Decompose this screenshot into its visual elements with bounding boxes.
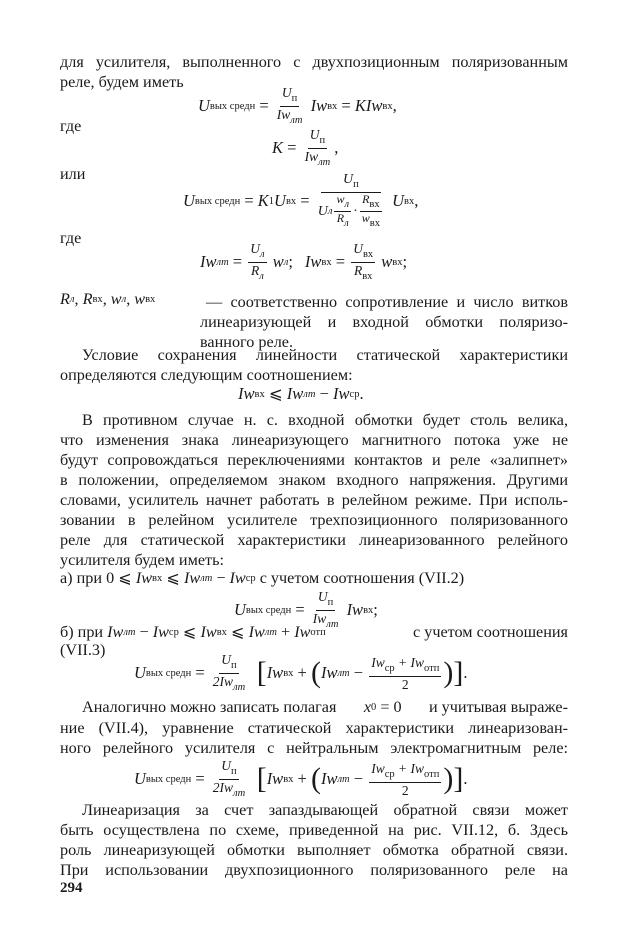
- equation-6: U вых средн = $\frac{U_п}{Iw_{лт}}$ Iw вх ;: [234, 588, 378, 630]
- text-line: (VII.3): [60, 641, 106, 659]
- text-line: или: [60, 165, 86, 183]
- text-line: будут сопровождаться переключениями контактов и реле «залипнет»: [60, 451, 568, 469]
- text-line: ного релейного усилителя с нейтральным электромагнитным реле:: [60, 739, 568, 757]
- text-line: где: [60, 117, 82, 135]
- defs-symbols: R л , R вх , w л , w вх: [60, 290, 156, 308]
- text-line: — соответственно сопротивление и число витков: [206, 293, 568, 311]
- text-line: линеаризующей и входной обмотки поляризо-: [200, 313, 568, 331]
- equation-7: U вых средн = $\frac{U_п}{2Iw_{лт}}$ [ Iw вх + ( Iw лт − $\frac{Iw_{ср} + Iw_{отп}}{2}$ ) ] .: [134, 651, 468, 693]
- text-line: зовании в релейном усилителе трехпозиционного поляризованного: [60, 511, 568, 529]
- text-line: что изменения знака линеаризующего магнитного потока уже не: [60, 431, 568, 449]
- text-line: Линеаризация за счет запаздывающей обратной связи может: [82, 801, 568, 819]
- equation-1: U вых средн = $\frac{U_п}{Iw_{лт}}$ Iw вх = KIw вх ,: [198, 84, 397, 126]
- equation-5: Iw вх ⩽ Iw лт − Iw ср .: [238, 384, 364, 403]
- text-line: роль линеаризующей обмотки выполняет обмотка обратной связи.: [60, 841, 568, 859]
- equation-3: U вых средн = K 1 U вх = $U_п$ U л $\frac{wл}{Rл}$ · $\frac{\text{Rвх}}{\text{wвх}}$ U вх ,: [183, 172, 419, 229]
- text-line: В противном случае н. с. входной обмотки будет столь велика,: [82, 411, 568, 429]
- equation-8: U вых средн = $\frac{U_п}{2Iw_{лт}}$ [ Iw вх + ( Iw лт − $\frac{Iw_{ср} + Iw_{отп}}{2}$ ) ] .: [134, 757, 468, 799]
- text-line: для усилителя, выполненного с двухпозиционным поляризованным: [60, 53, 568, 71]
- page-number: 294: [60, 880, 83, 896]
- condition-b: б) при Iw лт − Iw ср ⩽ Iw вх ⩽ Iw лт + Iw отп с учетом соотношения: [60, 622, 568, 641]
- text-line: где: [60, 229, 82, 247]
- text-line: Условие сохранения линейности статической характеристики: [82, 346, 568, 364]
- condition-a: а) при 0 ⩽ Iw вх ⩽ Iw лт − Iw ср с учетом соотношения (VII.2): [60, 568, 465, 587]
- text-line: ние (VII.4), уравнение статической характеристики линеаризован-: [60, 719, 568, 737]
- text-line: реле для статической характеристики линеаризованного релейного: [60, 531, 568, 549]
- text-line: реле, будем иметь: [60, 73, 184, 91]
- text-line: При использовании двухпозиционного поляризованного реле на: [60, 861, 568, 879]
- text-line: усилителя будем иметь:: [60, 551, 224, 569]
- text-line: определяются следующим соотношением:: [60, 366, 353, 384]
- text-line: быть осуществлена по схеме, приведенной на рис. VII.12, б. Здесь: [60, 821, 568, 839]
- analog-line: Аналогично можно записать полагая x 0 = 0 и учитывая выраже-: [82, 698, 568, 716]
- text-line: словами, усилитель начнет работать в релейном режиме. При исполь-: [60, 491, 568, 509]
- text-line: ванного реле.: [200, 333, 293, 351]
- equation-4: Iw лт = $\frac{U_л}{R_л}$ w л ; Iw вх = $\frac{U_{вх}}{R_{вх}}$ w вх ;: [200, 240, 408, 282]
- text-line: в положении, определяемом знаком входного напряжения. Другими: [60, 471, 568, 489]
- equation-2: K = $\frac{U_п}{Iw_{лт}}$ ,: [272, 126, 339, 168]
